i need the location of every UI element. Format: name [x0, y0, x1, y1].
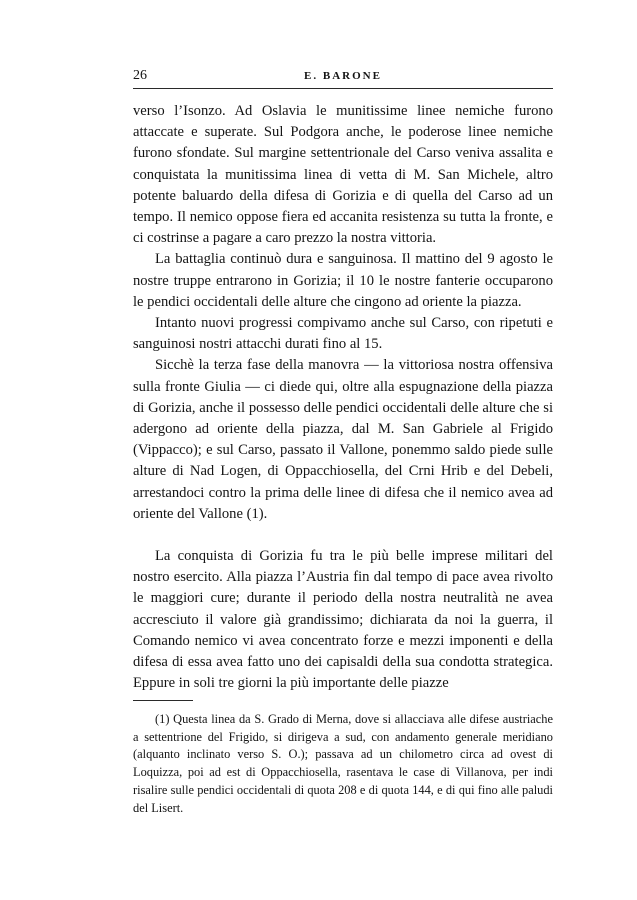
paragraph: Intanto nuovi progressi compivamo anche sul Carso, con ripetuti e sanguinosi nostri attacchi durati fino al 15.: [133, 315, 553, 353]
paragraph: La battaglia continuò dura e sanguinosa. Il mattino del 9 agosto le nostre truppe entrarono in Gorizia; il 10 le nostre fanterie occuparono le pendici occidentali delle alture che cingono ad oriente la piazza.: [133, 251, 553, 310]
footnote-text: (1) Questa linea da S. Grado di Merna, dove si allacciava alle difese austriache a settentrione del Frigido, si dirigeva a sud, con andamento generale meridiano (alquanto inclinato verso S. O.); passava ad un chilometro circa ad ovest di Loquizza, poi ad est di Oppacchiosella, rasentava le case di Villanova, per indi risalire sulle pendici occidentali di quota 208 e di quota 144, e di qui fino alle paludi del Lisert.: [133, 712, 553, 815]
paragraph: verso l’Isonzo. Ad Oslavia le munitissime linee nemiche furono attaccate e superate. Sul Podgora anche, le poderose linee nemiche furono sfondate. Sul margine settentrionale del Carso veniva assalita e conquistata la munitissima linea di vetta di M. San Michele, altro potente baluardo della difesa di Gorizia e di quella del Carso ad un tempo. Il nemico oppose fiera ed accanita resistenza su tutta la fronte, e ci costrinse a pagare a caro prezzo la nostra vittoria.: [133, 103, 553, 247]
footnote: [133, 711, 553, 817]
paragraph: La conquista di Gorizia fu tra le più belle imprese militari del nostro esercito. Alla piazza l’Austria fin dal tempo di pace avea rivolto le maggiori cure; durante il periodo della nostra neutralità ne avea accresciuto il valore già grandissimo; dichiarata da noi la guerra, il Comando nemico vi avea concentrato forze e mezzi imponenti e della difesa di essa avea fatto uno dei capisaldi della sua condotta strategica. Eppure in soli tre giorni la più importante delle piazze: [133, 548, 553, 692]
footnote-rule: [133, 700, 193, 701]
paragraph: Sicchè la terza fase della manovra — la vittoriosa nostra offensiva sulla fronte Giulia — ci diede qui, oltre alla espugnazione della piazza di Gorizia, anche il possesso delle pendici occidentali delle alture che si adergono ad oriente della piazza, dal M. San Gabriele al Frigido (Vippacco); e sul Carso, passato il Vallone, ponemmo saldo piede sulle alture di Nad Logen, di Oppacchiosella, del Crni Hrib e del Debeli, arrestandoci contro la prima delle linee di difesa che il nemico avea ad oriente del Vallone (1).: [133, 357, 553, 522]
page-number: 26: [133, 68, 147, 83]
body-text: [133, 101, 553, 694]
running-head: E. BARONE: [304, 70, 382, 82]
page-header: [133, 66, 553, 89]
section-gap: [133, 525, 553, 546]
